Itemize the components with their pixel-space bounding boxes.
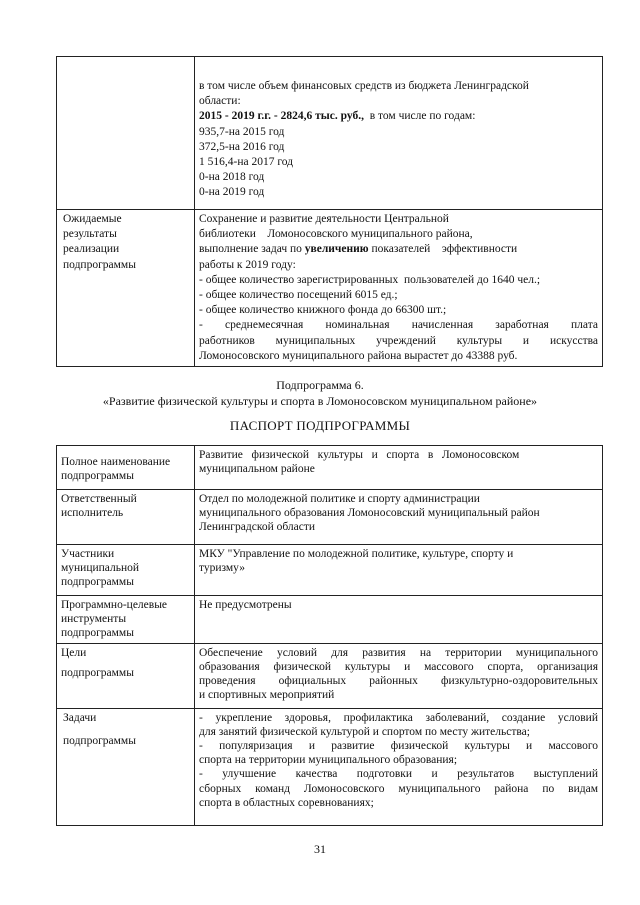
executor-label: Ответственный [61, 493, 137, 505]
executor-value: Отдел по молодежной политике и спорту администрации [199, 493, 480, 505]
finance-year: 1 516,4-на 2017 год [199, 156, 294, 169]
participants-value-cell [195, 545, 603, 596]
instruments-label: инструменты [61, 613, 127, 626]
finance-year: 0-на 2018 год [199, 171, 265, 184]
finance-year: 935,7-на 2015 год [199, 125, 285, 138]
executor-label: исполнитель [61, 507, 124, 520]
tasks-value: сборных команд Ломоносовского муниципального района по видам [199, 782, 598, 795]
participants-label: Участники [61, 548, 115, 560]
results-label-line: Ожидаемые [63, 213, 122, 225]
tasks-value: спорта в областных соревнованиях; [199, 796, 374, 809]
results-label-line: результаты [63, 228, 117, 241]
instruments-label: подпрограммы [61, 627, 134, 640]
instruments-label-cell [57, 596, 195, 644]
results-line: Ломоносовского муниципального района вырастет до 43388 руб. [199, 349, 518, 362]
goals-value: проведения официальных районных физкультурно-оздоровительных [199, 675, 598, 688]
tasks-value: спорта на территории муниципального образования; [199, 754, 458, 767]
tasks-label-cell [57, 708, 195, 825]
results-line: работников муниципальных учреждений культуры и искусства [199, 334, 598, 347]
passport-row-instruments [57, 596, 603, 644]
results-line: - общее количество посещений 6015 ед.; [199, 289, 398, 302]
finance-row [57, 57, 603, 210]
tasks-value: - укрепление здоровья, профилактика заболеваний, создание условий [199, 711, 598, 724]
tasks-value: - популяризация и развитие физической культуры и массового [199, 740, 598, 753]
results-line: библиотеки Ломоносовского муниципального района, [199, 228, 473, 241]
results-row [57, 210, 603, 367]
passport-table [56, 445, 603, 826]
executor-value: муниципального образования Ломоносовский муниципальный район [199, 507, 540, 520]
passport-row-participants [57, 545, 603, 596]
passport-row-full-name [57, 446, 603, 490]
full-name-value: Развитие физической культуры и спорта в Ломоносовском [199, 449, 520, 461]
tasks-label: подпрограммы [63, 734, 136, 747]
goals-label: Цели [61, 646, 87, 659]
finance-total-bold: 2015 - 2019 г.г. - 2824,6 тыс. руб., [199, 110, 364, 123]
participants-label: муниципальной [61, 562, 140, 575]
executor-label-cell [57, 490, 195, 545]
executor-value: Ленинградской области [199, 521, 316, 534]
participants-label-cell [57, 545, 195, 596]
finance-total [199, 109, 598, 124]
goals-label-cell [57, 643, 195, 708]
goals-value-cell [195, 643, 603, 708]
instruments-value-cell [195, 596, 603, 644]
results-line: - среднемесячная номинальная начисленная заработная плата [199, 319, 598, 332]
tasks-label: Задачи [63, 711, 97, 724]
passport-title: ПАСПОРТ ПОДПРОГРАММЫ [229, 418, 411, 433]
results-line [199, 242, 598, 257]
subprogram-number: Подпрограмма 6. [276, 378, 364, 392]
goals-label: подпрограммы [61, 666, 134, 679]
results-label-cell [57, 210, 195, 367]
participants-value: туризму» [199, 562, 245, 575]
participants-value: МКУ "Управление по молодежной политике, культуре, спорту и [199, 548, 514, 560]
results-text: показателей эффективности [368, 243, 518, 256]
finance-year: 0-на 2019 год [199, 186, 265, 199]
subprogram-title: «Развитие физической культуры и спорта в Ломоносовском муниципальном районе» [102, 394, 538, 408]
goals-value: Обеспечение условий для развития на территории муниципального [199, 646, 598, 659]
results-line: Сохранение и развитие деятельности Центральной [199, 213, 449, 225]
tasks-value: для занятий физической культурой и спортом по месту жительства; [199, 725, 530, 738]
finance-label-cell [57, 57, 195, 210]
results-label-line: подпрограммы [63, 258, 136, 271]
tasks-value: - улучшение качества подготовки и результатов выступлений [199, 768, 598, 781]
results-line: - общее количество зарегистрированных пользователей до 1640 чел.; [199, 273, 541, 286]
tasks-value-cell [195, 708, 603, 825]
instruments-label: Программно-целевые [61, 599, 168, 611]
finance-value-cell [195, 57, 603, 210]
results-line: работы к 2019 году: [199, 258, 296, 271]
results-value-cell [195, 210, 603, 367]
finance-year: 372,5-на 2016 год [199, 140, 285, 153]
instruments-value: Не предусмотрены [199, 599, 292, 611]
results-label-line: реализации [63, 243, 120, 256]
full-name-value: муниципальном районе [199, 463, 315, 476]
full-name-label: Полное наименование [61, 456, 171, 468]
finance-intro-2: области: [199, 95, 241, 108]
goals-value: образования физической культуры и массового спорта, организация [199, 660, 598, 673]
full-name-value-cell [195, 446, 603, 490]
executor-value-cell [195, 490, 603, 545]
goals-value: и спортивных мероприятий [199, 689, 335, 702]
page-number: 31 [314, 842, 326, 856]
participants-label: подпрограммы [61, 576, 134, 589]
passport-row-goals [57, 643, 603, 708]
top-table [56, 56, 603, 367]
passport-row-tasks [57, 708, 603, 825]
results-text: выполнение задач по [199, 243, 305, 256]
results-line: - общее количество книжного фонда до 66300 шт.; [199, 304, 447, 317]
results-emphasis: увеличению [304, 243, 369, 256]
passport-row-executor [57, 490, 603, 545]
finance-intro: в том числе объем финансовых средств из бюджета Ленинградской [199, 80, 529, 92]
full-name-label-cell [57, 446, 195, 490]
finance-total-rest: в том числе по годам: [363, 110, 476, 123]
full-name-label: подпрограммы [61, 470, 134, 483]
